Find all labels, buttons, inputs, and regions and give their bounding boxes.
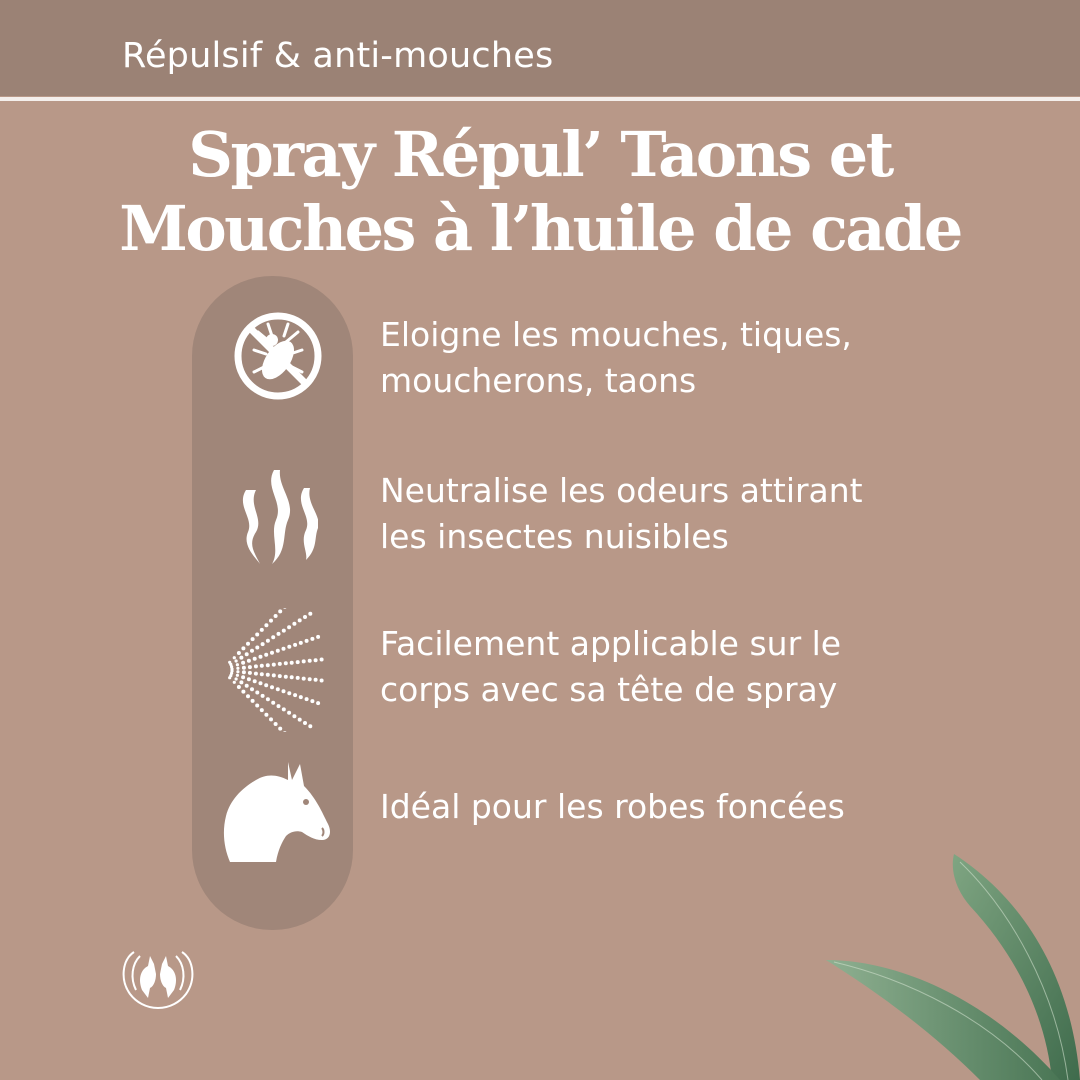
feature-item <box>380 784 845 830</box>
feature-text: corps avec sa tête de spray <box>380 670 838 709</box>
odor-waves-icon <box>234 466 318 570</box>
title-line-1: Spray Répul’ Taons et <box>188 118 892 191</box>
leaf-decoration <box>820 850 1080 1080</box>
feature-text: les insectes nuisibles <box>380 517 729 556</box>
feature-text: Neutralise les odeurs attirant <box>380 471 863 510</box>
feature-item <box>380 621 841 713</box>
title-line-2: Mouches à l’huile de cade <box>119 192 961 265</box>
feature-text: Facilement applicable sur le <box>380 624 842 663</box>
no-insect-icon <box>232 310 324 402</box>
spray-mist-icon <box>218 608 330 732</box>
feature-text: Eloigne les mouches, tiques, <box>380 315 852 354</box>
product-title <box>0 118 1080 266</box>
feature-item <box>380 468 863 560</box>
feature-item <box>380 312 852 404</box>
feature-text: Idéal pour les robes foncées <box>380 787 845 826</box>
horse-head-icon <box>222 758 332 868</box>
category-label: Répulsif & anti-mouches <box>122 36 554 76</box>
feature-text: moucherons, taons <box>380 361 697 400</box>
brand-logo <box>118 946 198 1012</box>
banner-divider <box>0 97 1080 101</box>
